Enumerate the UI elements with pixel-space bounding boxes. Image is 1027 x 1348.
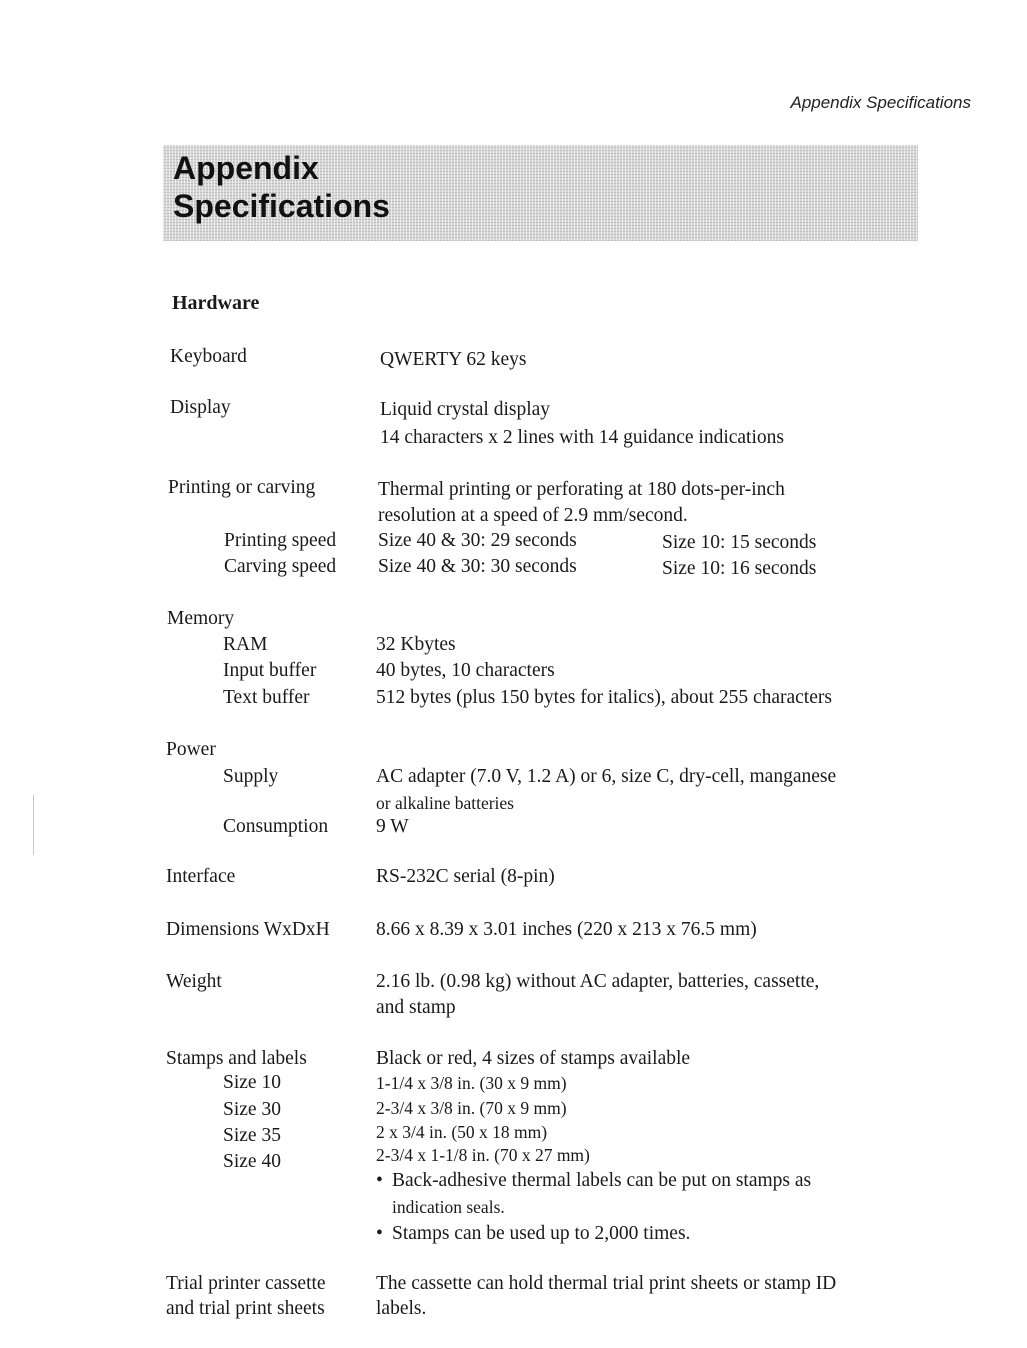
printing-speed-label: Printing speed [224,530,337,551]
consumption-value: 9 W [376,816,409,837]
interface-value: RS-232C serial (8-pin) [376,866,555,887]
consumption-label: Consumption [223,816,329,837]
carving-speed-value-b: Size 10: 16 seconds [662,558,817,579]
ram-label: RAM [223,634,268,655]
carving-speed-value-a: Size 40 & 30: 30 seconds [378,556,577,577]
trial-label-1: Trial printer cassette [166,1273,326,1294]
page-title-line2: Specifications [173,188,390,224]
ram-value: 32 Kbytes [376,634,456,655]
scan-artifact-line [33,795,34,855]
bullet-marker-2: • [376,1223,383,1244]
text-buffer-value: 512 bytes (plus 150 bytes for italics), about 255 characters [376,687,832,708]
trial-value-1: The cassette can hold thermal trial print sheets or stamp ID [376,1273,837,1294]
stamps-value: Black or red, 4 sizes of stamps available [376,1048,691,1069]
input-buffer-label: Input buffer [223,660,317,681]
keyboard-value: QWERTY 62 keys [380,349,527,370]
stamps-bullet-1-line1: Back-adhesive thermal labels can be put on stamps as [392,1170,812,1191]
display-value-2: 14 characters x 2 lines with 14 guidance indications [380,427,784,448]
page-title-line1: Appendix [173,150,319,186]
text-buffer-label: Text buffer [223,687,310,708]
size10-value: 1-1/4 x 3/8 in. (30 x 9 mm) [376,1073,567,1093]
keyboard-label: Keyboard [170,346,247,367]
printing-value-2: resolution at a speed of 2.9 mm/second. [378,505,688,526]
trial-label-2: and trial print sheets [166,1298,325,1319]
size30-value: 2-3/4 x 3/8 in. (70 x 9 mm) [376,1098,567,1118]
display-value-1: Liquid crystal display [380,399,551,420]
page-title [173,149,390,225]
dimensions-label: Dimensions WxDxH [166,919,330,940]
printing-speed-value-b: Size 10: 15 seconds [662,532,817,553]
weight-value-2: and stamp [376,997,456,1018]
size35-value: 2 x 3/4 in. (50 x 18 mm) [376,1122,548,1142]
display-label: Display [170,397,231,418]
size40-value: 2-3/4 x 1-1/8 in. (70 x 27 mm) [376,1145,590,1165]
input-buffer-value: 40 bytes, 10 characters [376,660,555,681]
dimensions-value: 8.66 x 8.39 x 3.01 inches (220 x 213 x 76.5 mm) [376,919,757,940]
weight-label: Weight [166,971,222,992]
title-banner [163,145,918,241]
supply-label: Supply [223,766,279,787]
printing-speed-value-a: Size 40 & 30: 29 seconds [378,530,577,551]
section-heading: Hardware [172,292,260,314]
size10-label: Size 10 [223,1072,281,1093]
size35-label: Size 35 [223,1125,281,1146]
carving-speed-label: Carving speed [224,556,337,577]
memory-label: Memory [167,608,235,629]
supply-value-2: or alkaline batteries [376,793,514,813]
power-label: Power [166,739,216,760]
supply-value-1: AC adapter (7.0 V, 1.2 A) or 6, size C, dry-cell, manganese [376,766,837,787]
size30-label: Size 30 [223,1099,281,1120]
printing-label: Printing or carving [168,477,316,498]
stamps-label: Stamps and labels [166,1048,307,1069]
running-head: Appendix Specifications [790,93,971,112]
bullet-marker-1: • [376,1170,383,1191]
stamps-bullet-1-line2: indication seals. [392,1197,505,1217]
stamps-bullet-2: Stamps can be used up to 2,000 times. [392,1223,691,1244]
weight-value-1: 2.16 lb. (0.98 kg) without AC adapter, batteries, cassette, [376,971,820,992]
trial-value-2: labels. [376,1298,427,1319]
printing-value-1: Thermal printing or perforating at 180 dots-per-inch [378,479,785,500]
size40-label: Size 40 [223,1151,281,1172]
interface-label: Interface [166,866,236,887]
